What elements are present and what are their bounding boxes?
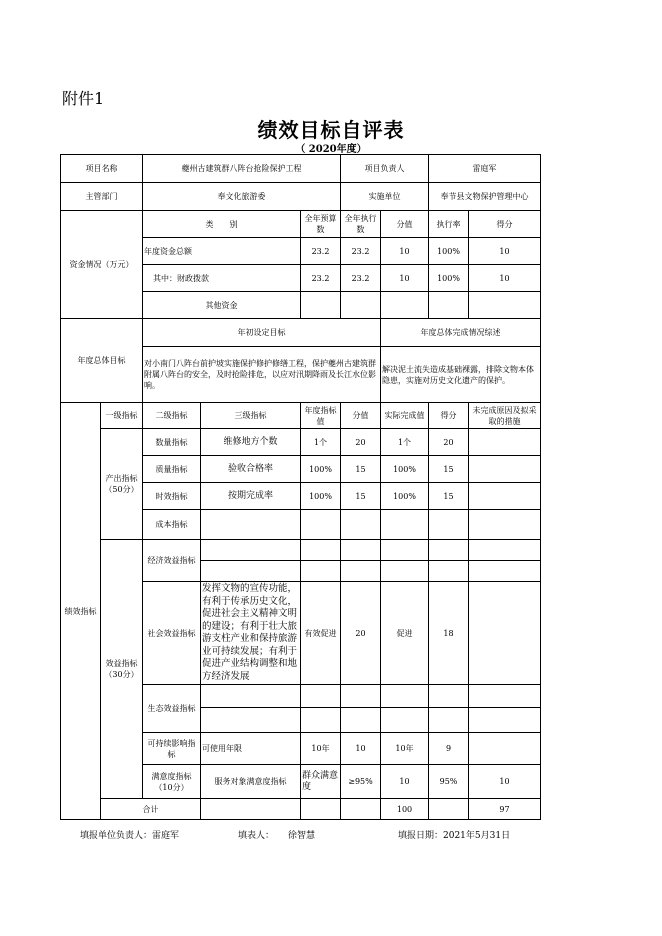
project-name: 夔州古建筑群八阵台抢险保护工程 xyxy=(143,155,341,183)
indicator-cell xyxy=(301,708,341,733)
social-l3: 发挥文物的宣传功能，有利于传承历史文化，促进社会主义精神文明的建设；有利于壮大旅游支柱产业和保持旅游业可持续发展；有利于促进产业结构调整和地方经济发展 xyxy=(201,582,301,685)
indicator-cell xyxy=(381,685,429,708)
attachment-label: 附件1 xyxy=(62,89,105,108)
indicator-cell: 20 xyxy=(341,582,381,685)
indicator-cell xyxy=(469,733,541,765)
indicator-cell xyxy=(381,510,429,540)
timeliness-indicator: 时效指标 xyxy=(143,483,201,510)
sustainable-indicator: 可持续影响指标 xyxy=(143,733,201,765)
indicator-cell xyxy=(469,483,541,510)
level3-header: 三级指标 xyxy=(201,403,301,429)
indicator-cell: 18 xyxy=(429,582,469,685)
indicator-cell xyxy=(341,685,381,708)
project-leader-label: 项目负责人 xyxy=(341,155,429,183)
filler-name: 徐智慧 xyxy=(288,831,316,841)
project-name-label: 项目名称 xyxy=(61,155,143,183)
indicator-cell xyxy=(341,510,381,540)
indicator-cell: 100% xyxy=(301,456,341,483)
total-cell xyxy=(341,799,381,820)
indicator-cell: 1个 xyxy=(381,429,429,456)
total-label: 合计 xyxy=(101,799,201,820)
satisfaction-l3: 群众满意度 xyxy=(301,765,341,799)
indicator-cell: 10年 xyxy=(381,733,429,765)
indicator-cell xyxy=(469,561,541,582)
annual-goal-label: 年度总体目标 xyxy=(61,319,143,403)
goal-set-header: 年初设定目标 xyxy=(143,319,381,347)
indicator-cell xyxy=(429,561,469,582)
indicator-cell: 有效促进 xyxy=(301,582,341,685)
indicator-cell: 10 xyxy=(469,765,541,799)
indicator-cell xyxy=(469,510,541,540)
goal-set-text: 对小南门八阵台前护坡实施保护修护修缮工程，保护夔州古建筑群附属八阵台的安全，及时抢险排危，以应对汛期降雨及长江水位影响。 xyxy=(143,347,381,403)
quality-l3: 验收合格率 xyxy=(201,456,301,483)
total-value: 100 xyxy=(381,799,429,820)
impl-unit-label: 实施单位 xyxy=(341,183,429,211)
indicator-cell xyxy=(381,540,429,561)
indicator-cell xyxy=(341,540,381,561)
indicators-label: 绩效指标 xyxy=(61,403,101,820)
quality-indicator: 质量指标 xyxy=(143,456,201,483)
indicator-cell xyxy=(429,685,469,708)
indicator-cell: 15 xyxy=(429,456,469,483)
social-indicator: 社会效益指标 xyxy=(143,582,201,685)
economic-indicator: 经济效益指标 xyxy=(143,540,201,582)
funds-cell xyxy=(429,292,469,319)
indicator-cell: 15 xyxy=(429,483,469,510)
annual-exec-header: 全年执行数 xyxy=(341,211,381,238)
page-title: 绩效目标自评表 xyxy=(257,118,405,142)
benefit-indicators-label: 效益指标（30分） xyxy=(101,540,143,799)
indicator-cell: 1个 xyxy=(301,429,341,456)
funds-score-header: 得分 xyxy=(469,211,541,238)
filler-label: 填表人： xyxy=(238,831,275,841)
indicator-cell xyxy=(381,708,429,733)
indicator-cell xyxy=(301,561,341,582)
indicator-cell: ≥95% xyxy=(341,765,381,799)
dept: 奉文化旅游委 xyxy=(143,183,341,211)
indicator-cell: 15 xyxy=(341,456,381,483)
indicator-cell xyxy=(429,510,469,540)
funds-cell: 10 xyxy=(381,265,429,292)
indicator-cell xyxy=(301,540,341,561)
output-indicators-label: 产出指标（50分） xyxy=(101,429,143,540)
indicator-cell xyxy=(469,540,541,561)
indicator-cell xyxy=(429,708,469,733)
indicator-cell xyxy=(341,708,381,733)
indicator-cell: 10 xyxy=(381,765,429,799)
funds-cell xyxy=(341,292,381,319)
indicator-cell: 10年 xyxy=(301,733,341,765)
satisfaction-indicator: 服务对象满意度指标 xyxy=(201,765,301,799)
indicator-cell xyxy=(381,561,429,582)
funds-label: 资金情况（万元） xyxy=(61,211,143,319)
funds-row-other: 其他资金 xyxy=(143,292,301,319)
funds-row-total: 年度资金总额 xyxy=(143,238,301,265)
satisfaction-indicators-label: 满意度指标（10分） xyxy=(143,765,201,799)
indicator-cell: 100% xyxy=(301,483,341,510)
indicator-cell: 促进 xyxy=(381,582,429,685)
level2-header: 二级指标 xyxy=(143,403,201,429)
funds-score-value-header: 分值 xyxy=(381,211,429,238)
funds-row-fiscal: 其中：财政拨款 xyxy=(143,265,301,292)
score-value-header: 分值 xyxy=(341,403,381,429)
timeliness-l3: 按期完成率 xyxy=(201,483,301,510)
total-cell xyxy=(429,799,469,820)
annual-value-header: 年度指标值 xyxy=(301,403,341,429)
impl-unit: 奉节县文物保护管理中心 xyxy=(429,183,541,211)
level1-header: 一级指标 xyxy=(101,403,143,429)
indicator-cell xyxy=(469,685,541,708)
funds-cell xyxy=(469,292,541,319)
total-cell xyxy=(301,799,341,820)
goal-done-header: 年度总体完成情况综述 xyxy=(381,319,541,347)
indicator-cell xyxy=(301,685,341,708)
indicator-cell: 100% xyxy=(381,483,429,510)
indicator-cell: 20 xyxy=(429,429,469,456)
goal-done-text: 解决泥土流失造成基础裸露，排除文物本体隐患，实施对历史文化遗产的保护。 xyxy=(381,347,541,403)
funds-cell: 23.2 xyxy=(301,265,341,292)
indicator-cell xyxy=(301,510,341,540)
funds-cell: 23.2 xyxy=(341,238,381,265)
indicator-cell: 20 xyxy=(341,429,381,456)
indicator-cell xyxy=(201,561,301,582)
indicator-cell: 15 xyxy=(341,483,381,510)
total-score: 97 xyxy=(469,799,541,820)
funds-cell: 10 xyxy=(469,238,541,265)
funds-cell: 10 xyxy=(469,265,541,292)
indicator-cell xyxy=(201,510,301,540)
funds-cell: 23.2 xyxy=(301,238,341,265)
funds-cell: 10 xyxy=(381,238,429,265)
actual-value-header: 实际完成值 xyxy=(381,403,429,429)
cost-indicator: 成本指标 xyxy=(143,510,201,540)
indicator-cell xyxy=(201,708,301,733)
reason-header: 未完成原因及拟采取的措施 xyxy=(469,403,541,429)
indicator-cell xyxy=(429,540,469,561)
annual-budget-header: 全年预算数 xyxy=(301,211,341,238)
dept-label: 主管部门 xyxy=(61,183,143,211)
indicator-cell: 10 xyxy=(341,733,381,765)
indicator-cell xyxy=(201,685,301,708)
ecological-indicator: 生态效益指标 xyxy=(143,685,201,733)
quantity-l3: 维修地方个数 xyxy=(201,429,301,456)
unit-leader: 填报单位负责人：雷庭军 xyxy=(80,831,180,841)
indicator-cell: 100% xyxy=(381,456,429,483)
project-leader: 雷庭军 xyxy=(429,155,541,183)
indicator-cell xyxy=(469,582,541,685)
fill-date: 填报日期：2021年5月31日 xyxy=(398,831,511,841)
indicator-cell: 9 xyxy=(429,733,469,765)
quantity-indicator: 数量指标 xyxy=(143,429,201,456)
performance-table xyxy=(60,154,541,820)
funds-cell xyxy=(381,292,429,319)
indicator-cell xyxy=(201,540,301,561)
indicator-cell xyxy=(469,456,541,483)
funds-cell: 23.2 xyxy=(341,265,381,292)
indicator-cell xyxy=(469,708,541,733)
indicator-cell: 95% xyxy=(429,765,469,799)
sustainable-l3: 可使用年限 xyxy=(201,733,301,765)
funds-cell: 100% xyxy=(429,265,469,292)
funds-cell: 100% xyxy=(429,238,469,265)
score-header: 得分 xyxy=(429,403,469,429)
exec-rate-header: 执行率 xyxy=(429,211,469,238)
funds-category-header: 类 别 xyxy=(143,211,301,238)
funds-cell xyxy=(301,292,341,319)
total-cell xyxy=(201,799,301,820)
indicator-cell xyxy=(469,429,541,456)
year-label: （ 2020年度） xyxy=(295,144,367,155)
indicator-cell xyxy=(341,561,381,582)
